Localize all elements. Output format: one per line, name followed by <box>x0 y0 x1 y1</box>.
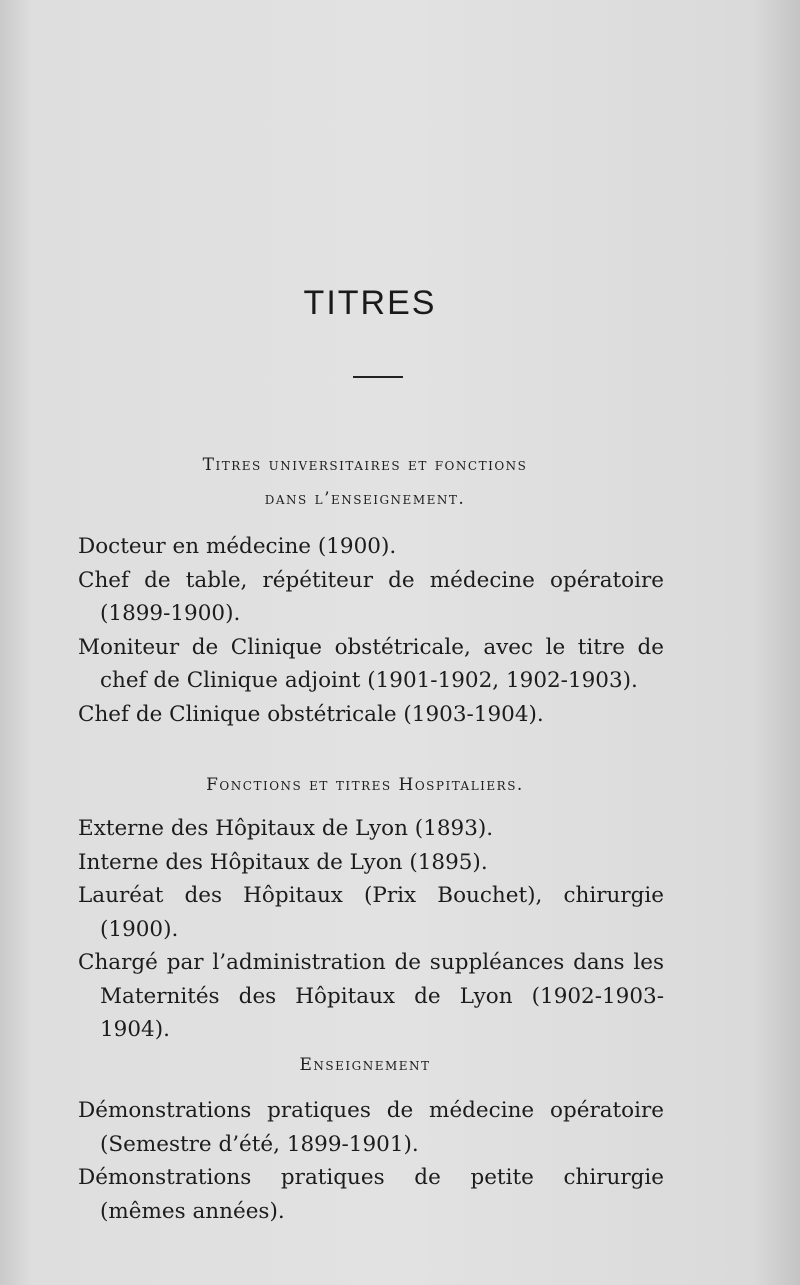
list-item: Lauréat des Hôpitaux (Prix Bouchet), chirurgie (1900). <box>78 883 664 942</box>
section-heading: Fonctions et titres Hospitaliers. <box>206 775 524 795</box>
list-item: Moniteur de Clinique obstétricale, avec le titre de chef de Clinique adjoint (1901-1902, 1902-1903). <box>78 634 664 693</box>
entry-list <box>78 1094 664 1228</box>
entry-list <box>78 812 664 1047</box>
section-heading: Enseignement <box>299 1055 431 1075</box>
list-item: Chargé par l’administration de suppléances dans les Maternités des Hôpitaux de Lyon (1902-1903-1904). <box>78 950 664 1042</box>
list-item: Docteur en médecine (1900). <box>78 534 397 559</box>
list-item: Démonstrations pratiques de médecine opératoire (Semestre d’été, 1899-1901). <box>78 1098 664 1157</box>
entry-list <box>78 530 664 731</box>
list-item: Chef de Clinique obstétricale (1903-1904). <box>78 701 544 727</box>
section-heading-line: Titres universitaires et fonctions <box>202 455 528 475</box>
list-item: Chef de table, répétiteur de médecine opératoire (1899-1900). <box>78 567 664 626</box>
title-rule <box>353 376 403 378</box>
list-item: Externe des Hôpitaux de Lyon (1893). <box>78 816 494 841</box>
page-title: TITRES <box>303 284 437 322</box>
list-item: Interne des Hôpitaux de Lyon (1895). <box>78 849 488 875</box>
section-heading-line: dans l’enseignement. <box>264 489 466 509</box>
list-item: Démonstrations pratiques de petite chirurgie (mêmes années). <box>78 1165 664 1224</box>
